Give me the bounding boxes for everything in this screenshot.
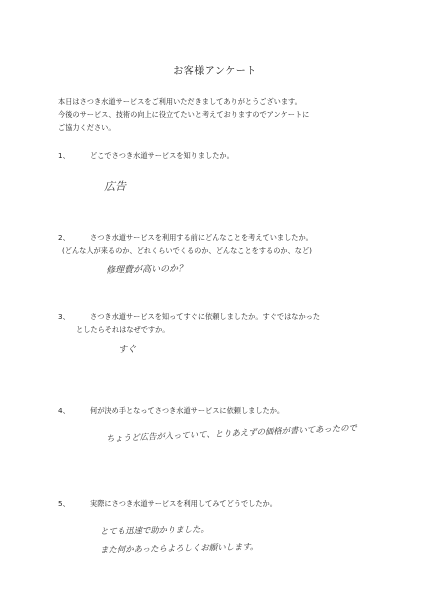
question-number: 1、	[58, 151, 70, 160]
question-text: さつき水道サービスを利用する前にどんなことを考えていましたか。	[90, 233, 313, 242]
intro-line: 今後のサービス、技術の向上に役立てたいと考えておりますのでアンケートに	[58, 110, 310, 119]
question-2	[58, 232, 313, 257]
answer-5-handwriting-line2: また何かあったらよろしくお願いします。	[99, 541, 259, 555]
question-text: さつき水道サービスを知ってすぐに依頼しましたか。すぐではなかった	[90, 312, 321, 321]
intro-line: ご協力ください。	[58, 123, 116, 132]
question-number: 4、	[58, 406, 70, 415]
question-text: としたらそれはなぜですか。	[76, 324, 170, 334]
intro-paragraph	[58, 95, 388, 134]
intro-line: 本日はさつき水道サービスをご利用いただきましてありがとうございます。	[58, 97, 302, 106]
question-4	[58, 405, 284, 418]
question-3	[58, 311, 320, 336]
answer-5-handwriting-line1: とても迅速で助かりました。	[99, 523, 209, 537]
question-text: 実際にさつき水道サービスを利用してみてどうでしたか。	[90, 499, 277, 508]
answer-2-handwriting: 修理費が高いのか？	[105, 264, 188, 276]
question-1	[58, 150, 234, 163]
question-text: (どんな人が来るのか、どれくらいでくるのか、どんなことをするのか、など)	[62, 245, 312, 255]
answer-3-handwriting: すぐ	[117, 344, 137, 356]
question-5	[58, 498, 277, 511]
question-number: 3、	[58, 312, 70, 321]
question-number: 2、	[58, 233, 70, 242]
question-number: 5、	[58, 499, 70, 508]
answer-1-handwriting: 広告	[103, 179, 127, 194]
question-text: 何が決め手となってさつき水道サービスに依頼しましたか。	[90, 406, 285, 415]
answer-4-handwriting: ちょうど広告が入っていて、とりあえずの価格が書いてあったので	[105, 422, 358, 444]
page-title: お客様アンケート	[173, 66, 257, 77]
question-text: どこでさつき水道サービスを知りましたか。	[90, 151, 234, 160]
